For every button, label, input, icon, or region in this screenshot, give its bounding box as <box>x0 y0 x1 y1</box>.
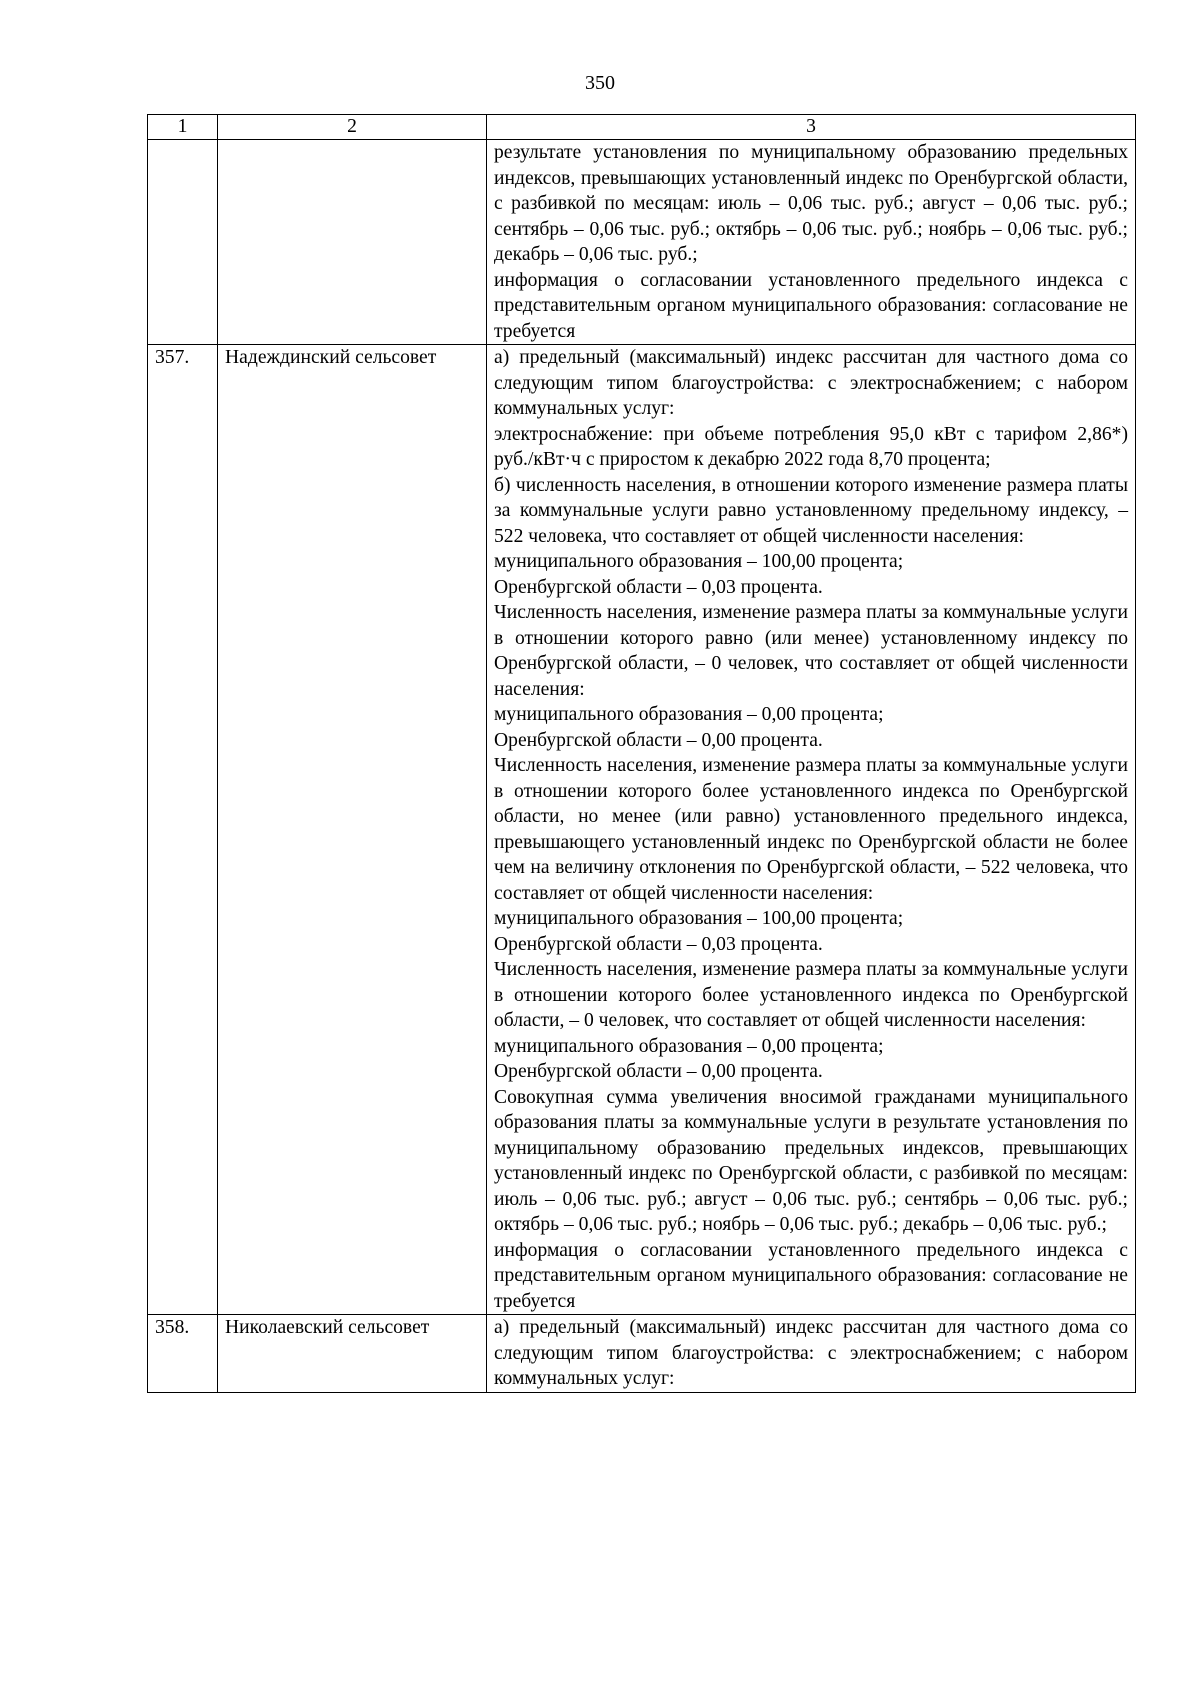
index-table <box>147 114 1136 1393</box>
header-col-1: 1 <box>148 115 218 140</box>
table-row <box>148 1315 1136 1393</box>
header-col-2: 2 <box>218 115 487 140</box>
header-row <box>148 115 1136 140</box>
table-row <box>148 345 1136 1315</box>
description-paragraph: Численность населения, изменение размера платы за коммунальные услуги в отношении которого равно (или менее) установленному индексу по Оренбургской области, – 0 человек, что составляет от общей численности населения: <box>494 602 1128 700</box>
description-paragraph: муниципального образования – 0,00 процента; <box>494 1035 884 1057</box>
description-paragraph: муниципального образования – 0,00 процента; <box>494 704 884 725</box>
description-paragraph: электроснабжение: при объеме потребления 95,0 кВт с тарифом 2,86*) руб./кВт·ч с приростом к декабрю 2022 года 8,70 процента; <box>494 423 1128 470</box>
description-cell <box>487 345 1136 1315</box>
municipality-name-cell: Николаевский сельсовет <box>218 1315 487 1393</box>
header-col-3: 3 <box>487 115 1136 140</box>
description-paragraph: информация о согласовании установленного предельного индекса с представительным органом муниципального образования: согласование не требуется <box>494 1239 1128 1312</box>
description-paragraph: муниципального образования – 100,00 процента; <box>494 551 904 572</box>
description-paragraph: Численность населения, изменение размера платы за коммунальные услуги в отношении которого более установленного индекса по Оренбургской области, – 0 человек, что составляет от общей численности населения: <box>494 959 1128 1031</box>
municipality-name-cell: Надеждинский сельсовет <box>218 345 487 1315</box>
description-paragraph: информация о согласовании установленного предельного индекса с представительным органом муниципального образования: согласование не требуется <box>494 269 1128 342</box>
description-paragraph: Оренбургской области – 0,00 процента. <box>494 729 823 751</box>
row-number-cell <box>148 140 218 345</box>
table-row <box>148 140 1136 345</box>
description-paragraph: Совокупная сумма увеличения вносимой гражданами муниципального образования платы за коммунальные услуги в результате установления по муниципальному образованию предельных индексов, превышающих установленный индекс по Оренбургской области, с разбивкой по месяцам: июль – 0,06 тыс. руб.; август – 0,06 тыс. руб.; сентябрь – 0,06 тыс. руб.; октябрь – 0,06 тыс. руб.; ноябрь – 0,06 тыс. руб.; декабрь – 0,06 тыс. руб.; <box>494 1086 1128 1235</box>
row-number-cell: 358. <box>148 1315 218 1393</box>
description-paragraph: Оренбургской области – 0,00 процента. <box>494 1061 823 1082</box>
description-paragraph: а) предельный (максимальный) индекс рассчитан для частного дома со следующим типом благоустройства: с электроснабжением; с набором коммунальных услуг: <box>494 347 1128 419</box>
page-number: 350 <box>585 72 615 94</box>
description-paragraph: Численность населения, изменение размера платы за коммунальные услуги в отношении которого более установленного индекса по Оренбургской области, но менее (или равно) установленного предельного индекса, превышающего установленный индекс по Оренбургской области не более чем на величину отклонения по Оренбургской области, – 522 человека, что составляет от общей численности населения: <box>494 755 1128 904</box>
description-cell <box>487 1315 1136 1393</box>
row-number-cell: 357. <box>148 345 218 1315</box>
description-paragraph: а) предельный (максимальный) индекс рассчитан для частного дома со следующим типом благоустройства: с электроснабжением; с набором коммунальных услуг: <box>494 1317 1128 1389</box>
description-paragraph: результате установления по муниципальному образованию предельных индексов, превышающих установленный индекс по Оренбургской области, с разбивкой по месяцам: июль – 0,06 тыс. руб.; август – 0,06 тыс. руб.; сентябрь – 0,06 тыс. руб.; октябрь – 0,06 тыс. руб.; ноябрь – 0,06 тыс. руб.; декабрь – 0,06 тыс. руб.; <box>494 142 1128 265</box>
description-cell <box>487 140 1136 345</box>
description-paragraph: Оренбургской области – 0,03 процента. <box>494 576 823 598</box>
description-paragraph: муниципального образования – 100,00 процента; <box>494 908 904 929</box>
municipality-name-cell <box>218 140 487 345</box>
description-paragraph: Оренбургской области – 0,03 процента. <box>494 933 823 955</box>
description-paragraph: б) численность населения, в отношении которого изменение размера платы за коммунальные услуги равно установленному предельному индексу, – 522 человека, что составляет от общей численности населения: <box>494 474 1128 547</box>
